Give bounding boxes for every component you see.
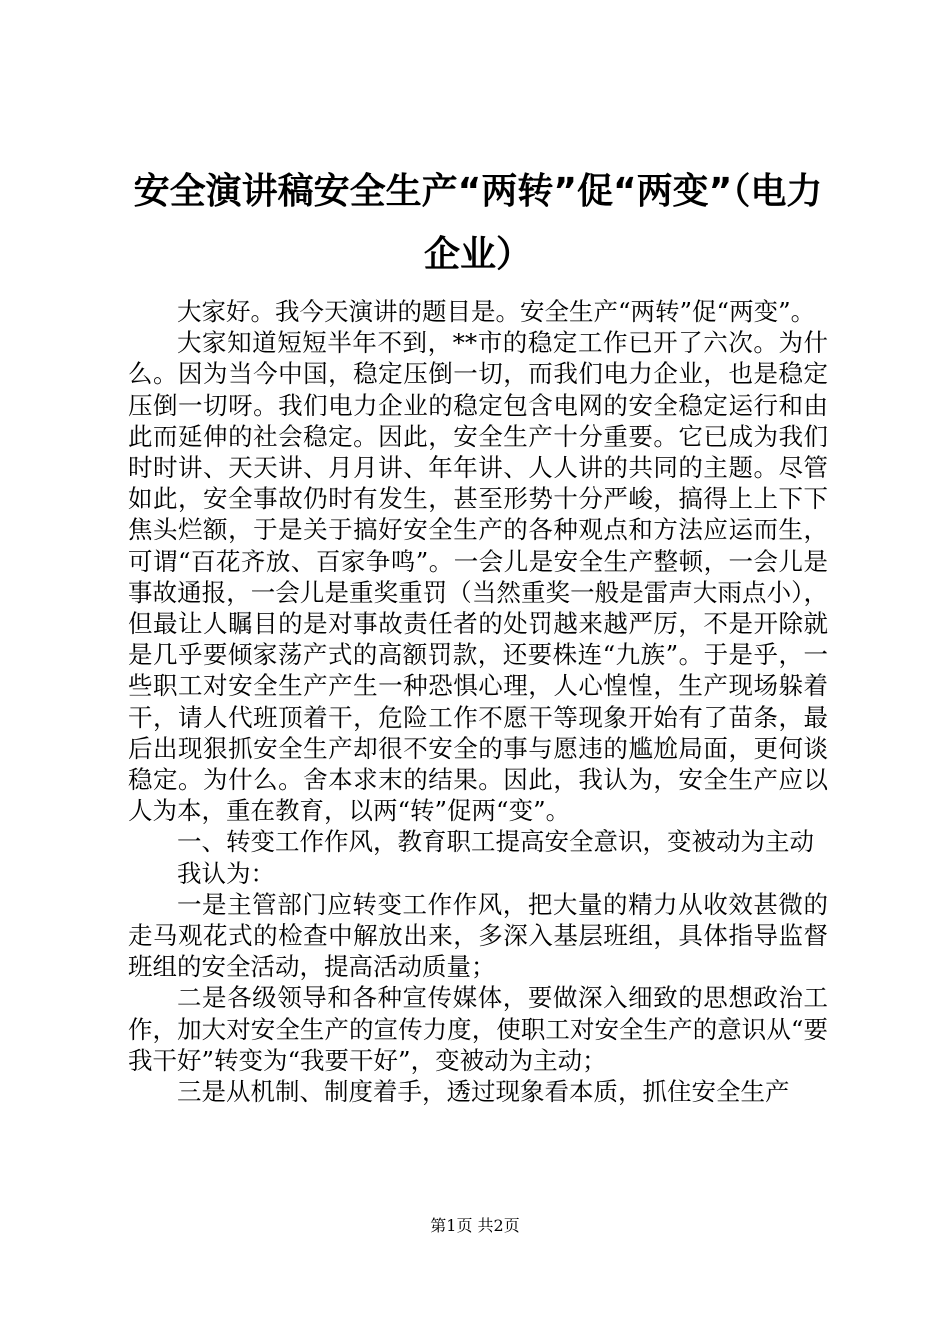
paragraph: 二是各级领导和各种宣传媒体，要做深入细致的思想政治工作，加大对安全生产的宣传力度，使职工对安全生产的意识从“要我干好”转变为“我要干好”，变被动为主动； <box>128 983 828 1075</box>
document-body <box>128 296 828 1107</box>
section-heading: 一、转变工作作风，教育职工提高安全意识，变被动为主动 <box>177 827 814 857</box>
document-title: 安全演讲稿安全生产“两转”促“两变”（电力企业） <box>133 171 823 275</box>
paragraph: 一是主管部门应转变工作作风，把大量的精力从收效甚微的走马观花式的检查中解放出来，多深入基层班组，具体指导监督班组的安全活动，提高活动质量； <box>128 889 828 982</box>
paragraph: 大家好。我今天演讲的题目是。安全生产“两转”促“两变”。 <box>177 297 816 326</box>
paragraph: 我认为： <box>177 858 275 888</box>
paragraph: 三是从机制、制度着手，透过现象看本质，抓住安全生产 <box>177 1077 790 1107</box>
paragraph: 大家知道短短半年不到，**市的稳定工作已开了六次。为什么。因为当今中国，稳定压倒一切，而我们电力企业，也是稳定压倒一切呀。我们电力企业的稳定包含电网的安全稳定运行和由此而延伸的社会稳定。因此，安全生产十分重要。它已成为我们时时讲、天天讲、月月讲、年年讲、人人讲的共同的主题。尽管如此，安全事故仍时有发生，甚至形势十分严峻，搞得上上下下焦头烂额，于是关于搞好安全生产的各种观点和方法应运而生，可谓“百花齐放、百家争鸣”。一会儿是安全生产整顿，一会儿是事故通报，一会儿是重奖重罚（当然重奖一般是雷声大雨点小），但最让人瞩目的是对事故责任者的处罚越来越严厉，不是开除就是几乎要倾家荡产式的高额罚款，还要株连“九族”。于是乎，一些职工对安全生产产生一种恐惧心理，人心惶惶，生产现场躲着干，请人代班顶着干，危险工作不愿干等现象开始有了苗条，最后出现狠抓安全生产却很不安全的事与愿违的尴尬局面，更何谈稳定。为什么。舍本求末的结果。因此，我认为，安全生产应以人为本，重在教育，以两“转”促两“变”。 <box>128 328 828 826</box>
page-footer: 第1页 共2页 <box>430 1216 520 1235</box>
